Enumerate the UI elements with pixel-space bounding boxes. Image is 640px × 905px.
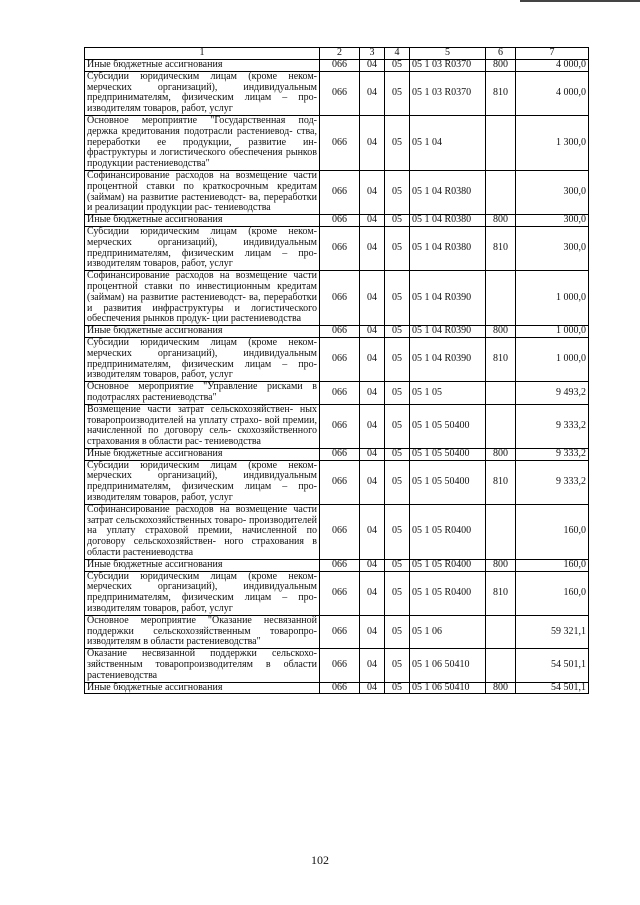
table-row [85, 382, 589, 405]
section-code-cell: 04 [360, 326, 385, 338]
section-code-cell: 04 [360, 571, 385, 615]
section-code-cell: 04 [360, 460, 385, 504]
ministry-code-cell: 066 [320, 271, 360, 326]
expense-type-cell [486, 649, 516, 682]
subsection-code-cell: 05 [385, 115, 410, 170]
section-code-cell: 04 [360, 404, 385, 448]
expense-type-cell [486, 504, 516, 559]
table-row [85, 559, 589, 571]
item-name-cell: Иные бюджетные ассигнования [85, 326, 320, 338]
subsection-code-cell: 05 [385, 337, 410, 381]
subsection-code-cell: 05 [385, 60, 410, 72]
expense-type-cell: 800 [486, 326, 516, 338]
header-cell: 5 [410, 48, 486, 60]
section-code-cell: 04 [360, 170, 385, 214]
ministry-code-cell: 066 [320, 215, 360, 227]
item-name-cell: Основное мероприятие "Государственная под- держка кредитования подотрасли растениевод- ства, переработки ее продукции, развитие ин- фраструктуры и логистического обеспечения рынков продукции растениеводства" [85, 115, 320, 170]
expense-type-cell: 810 [486, 460, 516, 504]
target-article-cell: 05 1 05 R0400 [410, 559, 486, 571]
ministry-code-cell: 066 [320, 71, 360, 115]
section-code-cell: 04 [360, 226, 385, 270]
ministry-code-cell: 066 [320, 682, 360, 694]
subsection-code-cell: 05 [385, 649, 410, 682]
header-cell: 3 [360, 48, 385, 60]
ministry-code-cell: 066 [320, 115, 360, 170]
item-name-cell: Субсидии юридическим лицам (кроме неком- мерческих организаций), индивидуальным предпринимателям, физическим лицам – про- изводителям товаров, работ, услуг [85, 71, 320, 115]
amount-cell: 9 333,2 [516, 448, 589, 460]
section-code-cell: 04 [360, 271, 385, 326]
subsection-code-cell: 05 [385, 382, 410, 405]
table-row [85, 226, 589, 270]
table-row [85, 571, 589, 615]
header-cell: 6 [486, 48, 516, 60]
amount-cell: 1 300,0 [516, 115, 589, 170]
item-name-cell: Софинансирование расходов на возмещение части затрат сельскохозяйственных товаро- производителей на уплату страховой премии, начисленной по договору сельскохозяйствен- ного страхования в области растениеводства [85, 504, 320, 559]
subsection-code-cell: 05 [385, 559, 410, 571]
expense-type-cell [486, 615, 516, 648]
amount-cell: 9 333,2 [516, 404, 589, 448]
section-code-cell: 04 [360, 115, 385, 170]
item-name-cell: Субсидии юридическим лицам (кроме неком- мерческих организаций), индивидуальным предпринимателям, физическим лицам – про- изводителям товаров, работ, услуг [85, 571, 320, 615]
ministry-code-cell: 066 [320, 559, 360, 571]
amount-cell: 4 000,0 [516, 60, 589, 72]
table-row [85, 60, 589, 72]
expense-type-cell: 810 [486, 71, 516, 115]
ministry-code-cell: 066 [320, 460, 360, 504]
amount-cell: 9 333,2 [516, 460, 589, 504]
item-name-cell: Возмещение части затрат сельскохозяйствен- ных товаропроизводителей на уплату страхо- вой премии, начисленной по договору сель- скохозяйственного страхования в области рас- тениеводства [85, 404, 320, 448]
table-row [85, 460, 589, 504]
subsection-code-cell: 05 [385, 682, 410, 694]
target-article-cell: 05 1 04 R0390 [410, 326, 486, 338]
item-name-cell: Основное мероприятие "Управление рисками в подотраслях растениеводства" [85, 382, 320, 405]
target-article-cell: 05 1 04 R0380 [410, 226, 486, 270]
expense-type-cell [486, 115, 516, 170]
subsection-code-cell: 05 [385, 215, 410, 227]
subsection-code-cell: 05 [385, 71, 410, 115]
subsection-code-cell: 05 [385, 226, 410, 270]
item-name-cell: Субсидии юридическим лицам (кроме неком- мерческих организаций), индивидуальным предпринимателям, физическим лицам – про- изводителям товаров, работ, услуг [85, 337, 320, 381]
expense-type-cell [486, 382, 516, 405]
section-code-cell: 04 [360, 71, 385, 115]
table-row [85, 682, 589, 694]
page-number: 102 [311, 853, 329, 867]
expense-type-cell: 810 [486, 571, 516, 615]
target-article-cell: 05 1 04 [410, 115, 486, 170]
item-name-cell: Софинансирование расходов на возмещение части процентной ставки по инвестиционным кредитам (займам) на развитие растениеводст- ва, переработки и развития инфраструктуры и логистического обеспечения рынков продук- ции растениеводства [85, 271, 320, 326]
table-row [85, 326, 589, 338]
table-header-row [85, 48, 589, 60]
amount-cell: 300,0 [516, 226, 589, 270]
target-article-cell: 05 1 04 R0390 [410, 271, 486, 326]
amount-cell: 4 000,0 [516, 71, 589, 115]
item-name-cell: Иные бюджетные ассигнования [85, 682, 320, 694]
subsection-code-cell: 05 [385, 404, 410, 448]
subsection-code-cell: 05 [385, 504, 410, 559]
amount-cell: 54 501,1 [516, 682, 589, 694]
target-article-cell: 05 1 06 50410 [410, 682, 486, 694]
amount-cell: 1 000,0 [516, 337, 589, 381]
target-article-cell: 05 1 03 R0370 [410, 71, 486, 115]
target-article-cell: 05 1 05 [410, 382, 486, 405]
section-code-cell: 04 [360, 559, 385, 571]
budget-table [84, 47, 589, 694]
header-cell: 4 [385, 48, 410, 60]
target-article-cell: 05 1 05 50400 [410, 404, 486, 448]
table-row [85, 71, 589, 115]
ministry-code-cell: 066 [320, 170, 360, 214]
ministry-code-cell: 066 [320, 615, 360, 648]
ministry-code-cell: 066 [320, 382, 360, 405]
item-name-cell: Основное мероприятие "Оказание несвязанной поддержки сельскохозяйственным товаропро- изводителям в области растениеводства" [85, 615, 320, 648]
amount-cell: 300,0 [516, 215, 589, 227]
table-row [85, 215, 589, 227]
expense-type-cell: 800 [486, 448, 516, 460]
header-cell: 7 [516, 48, 589, 60]
item-name-cell: Софинансирование расходов на возмещение части процентной ставки по краткосрочным кредитам (займам) на развитие растениеводст- ва, переработки и реализации продукции рас- тениеводства [85, 170, 320, 214]
amount-cell: 9 493,2 [516, 382, 589, 405]
ministry-code-cell: 066 [320, 60, 360, 72]
ministry-code-cell: 066 [320, 649, 360, 682]
ministry-code-cell: 066 [320, 404, 360, 448]
section-code-cell: 04 [360, 382, 385, 405]
target-article-cell: 05 1 05 R0400 [410, 571, 486, 615]
amount-cell: 160,0 [516, 559, 589, 571]
amount-cell: 59 321,1 [516, 615, 589, 648]
item-name-cell: Иные бюджетные ассигнования [85, 215, 320, 227]
subsection-code-cell: 05 [385, 170, 410, 214]
table-row [85, 448, 589, 460]
section-code-cell: 04 [360, 615, 385, 648]
table-body [85, 60, 589, 694]
ministry-code-cell: 066 [320, 226, 360, 270]
table-row [85, 170, 589, 214]
expense-type-cell [486, 404, 516, 448]
expense-type-cell: 810 [486, 226, 516, 270]
section-code-cell: 04 [360, 504, 385, 559]
expense-type-cell: 800 [486, 60, 516, 72]
ministry-code-cell: 066 [320, 326, 360, 338]
top-edge-line [520, 0, 640, 2]
table-row [85, 337, 589, 381]
target-article-cell: 05 1 05 R0400 [410, 504, 486, 559]
expense-type-cell: 800 [486, 682, 516, 694]
target-article-cell: 05 1 05 50400 [410, 448, 486, 460]
subsection-code-cell: 05 [385, 460, 410, 504]
header-cell: 1 [85, 48, 320, 60]
target-article-cell: 05 1 05 50400 [410, 460, 486, 504]
ministry-code-cell: 066 [320, 448, 360, 460]
table-row [85, 271, 589, 326]
target-article-cell: 05 1 03 R0370 [410, 60, 486, 72]
section-code-cell: 04 [360, 215, 385, 227]
expense-type-cell: 810 [486, 337, 516, 381]
expense-type-cell [486, 271, 516, 326]
amount-cell: 1 000,0 [516, 271, 589, 326]
target-article-cell: 05 1 06 [410, 615, 486, 648]
subsection-code-cell: 05 [385, 448, 410, 460]
subsection-code-cell: 05 [385, 615, 410, 648]
table-row [85, 404, 589, 448]
amount-cell: 160,0 [516, 571, 589, 615]
ministry-code-cell: 066 [320, 504, 360, 559]
table-row [85, 615, 589, 648]
subsection-code-cell: 05 [385, 271, 410, 326]
amount-cell: 54 501,1 [516, 649, 589, 682]
item-name-cell: Субсидии юридическим лицам (кроме неком- мерческих организаций), индивидуальным предпринимателям, физическим лицам – про- изводителям товаров, работ, услуг [85, 226, 320, 270]
item-name-cell: Субсидии юридическим лицам (кроме неком- мерческих организаций), индивидуальным предпринимателям, физическим лицам – про- изводителям товаров, работ, услуг [85, 460, 320, 504]
header-cell: 2 [320, 48, 360, 60]
item-name-cell: Иные бюджетные ассигнования [85, 559, 320, 571]
section-code-cell: 04 [360, 682, 385, 694]
table-row [85, 115, 589, 170]
target-article-cell: 05 1 04 R0390 [410, 337, 486, 381]
table-row [85, 649, 589, 682]
subsection-code-cell: 05 [385, 571, 410, 615]
section-code-cell: 04 [360, 337, 385, 381]
target-article-cell: 05 1 04 R0380 [410, 170, 486, 214]
expense-type-cell: 800 [486, 559, 516, 571]
section-code-cell: 04 [360, 60, 385, 72]
item-name-cell: Оказание несвязанной поддержки сельскохо- зяйственным товаропроизводителям в области растениеводства [85, 649, 320, 682]
target-article-cell: 05 1 06 50410 [410, 649, 486, 682]
expense-type-cell: 800 [486, 215, 516, 227]
amount-cell: 1 000,0 [516, 326, 589, 338]
table-row [85, 504, 589, 559]
amount-cell: 160,0 [516, 504, 589, 559]
target-article-cell: 05 1 04 R0380 [410, 215, 486, 227]
expense-type-cell [486, 170, 516, 214]
amount-cell: 300,0 [516, 170, 589, 214]
subsection-code-cell: 05 [385, 326, 410, 338]
item-name-cell: Иные бюджетные ассигнования [85, 60, 320, 72]
section-code-cell: 04 [360, 649, 385, 682]
ministry-code-cell: 066 [320, 571, 360, 615]
section-code-cell: 04 [360, 448, 385, 460]
item-name-cell: Иные бюджетные ассигнования [85, 448, 320, 460]
ministry-code-cell: 066 [320, 337, 360, 381]
